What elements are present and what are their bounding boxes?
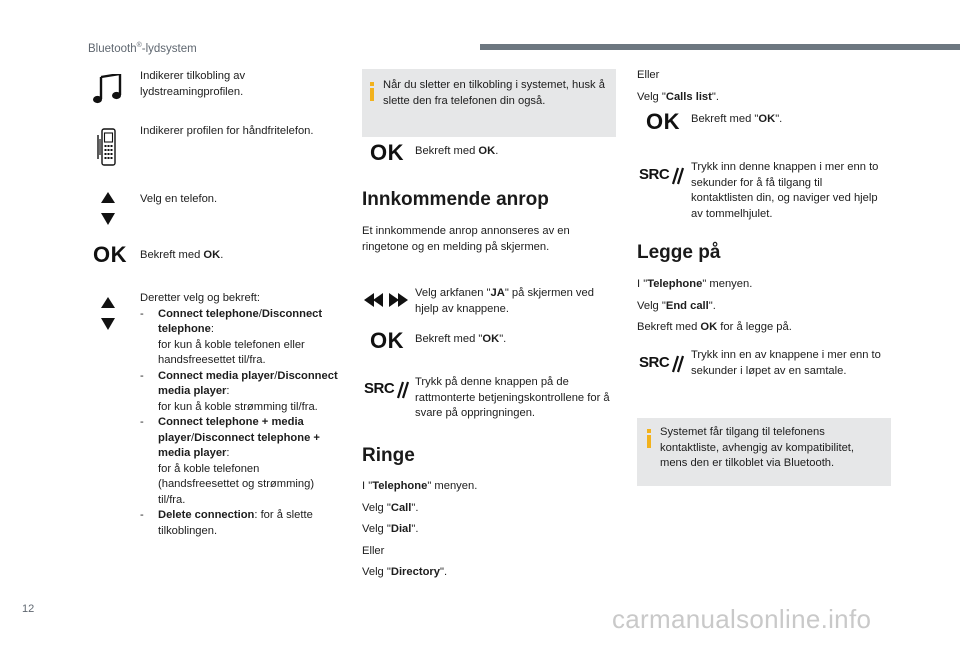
handsfree-profile-text: Indikerer profilen for håndfritelefon.: [140, 125, 314, 137]
src-phone-button-icon: SRC: [364, 380, 410, 400]
up-down-arrows-icon: [100, 192, 116, 226]
info-icon: [370, 88, 374, 101]
press-one-text: Trykk inn en av knappene i mer enn to sekunder i løpet av en samtale.: [691, 349, 881, 377]
src-phone-button-icon: SRC: [639, 354, 685, 374]
hangup-instructions: I "Telephone" menyen. Velg "End call". Bekreft med OK for å legge på.: [637, 278, 792, 333]
list-item: - Connect media player/Disconnect media player: for kun å koble strømming til/fra.: [140, 369, 338, 413]
calls-list-instructions: Eller Velg "Calls list".: [637, 69, 719, 103]
info-icon: [647, 435, 651, 448]
ok-button-icon: OK: [370, 328, 404, 353]
ok-button-icon: OK: [370, 140, 404, 165]
src-phone-button-icon: SRC: [639, 166, 685, 186]
connection-options: [140, 291, 340, 539]
heading-call: Ringe: [362, 445, 415, 466]
running-header: Bluetooth®-lydsystem: [88, 42, 197, 55]
page-number: 12: [22, 603, 35, 615]
select-phone-text: Velg en telefon.: [140, 193, 218, 205]
info-contacts-text: Systemet får tilgang til telefonens kontaktliste, avhengig av kompatibilitet, mens den er tilkoblet via Bluetooth.: [660, 426, 855, 469]
confirm-ok-text: Bekreft med OK.: [415, 145, 499, 157]
heading-incoming-call: Innkommende anrop: [362, 189, 549, 210]
list-item: - Delete connection: for å slette tilkoblingen.: [140, 509, 313, 537]
confirm-ok-text: Bekreft med "OK".: [415, 333, 507, 345]
list-item: - Connect telephone + media player/Disconnect telephone + media player: for å koble telefonen (handsfreesettet og strømming) til/fra.: [140, 416, 320, 506]
up-down-arrows-icon: [100, 297, 116, 331]
music-note-icon: [92, 74, 124, 104]
then-select-text: Deretter velg og bekreft:: [140, 292, 261, 304]
header-bar: [480, 44, 960, 50]
press-answer-text: Trykk på denne knappen på de rattmonterte betjeningskontrollene for å svare på oppringningen.: [415, 376, 610, 419]
mobile-phone-icon: [97, 127, 119, 167]
incoming-call-text: Et innkommende anrop annonseres av en ringetone og en melding på skjermen.: [362, 225, 570, 253]
heading-hang-up: Legge på: [637, 242, 721, 263]
confirm-ok-text: Bekreft med "OK".: [691, 113, 783, 125]
call-instructions: I "Telephone" menyen. Velg "Call". Velg "Dial". Eller Velg "Directory".: [362, 480, 478, 578]
press-hold-text: Trykk inn denne knappen i mer enn to sekunder for å få tilgang til kontaktlisten din, og naviger ved hjelp av tommelhjulet.: [691, 161, 879, 220]
info-delete-text: Når du sletter en tilkobling i systemet, husk å slette den fra telefonen din også.: [383, 79, 605, 107]
select-tab-text: Velg arkfanen "JA" på skjermen ved hjelp av knappene.: [415, 287, 594, 315]
ok-button-icon: OK: [646, 109, 680, 134]
ok-button-icon: OK: [93, 242, 127, 267]
list-item: - Connect telephone/Disconnect telephone: for kun å koble telefonen eller handsfreesettet til/fra.: [140, 307, 323, 366]
streaming-profile-text: Indikerer tilkobling av lydstreamingprofilen.: [140, 70, 246, 98]
left-right-arrows-icon: [364, 292, 408, 308]
watermark: carmanualsonline.info: [612, 604, 872, 634]
confirm-ok-text: Bekreft med OK.: [140, 249, 224, 261]
